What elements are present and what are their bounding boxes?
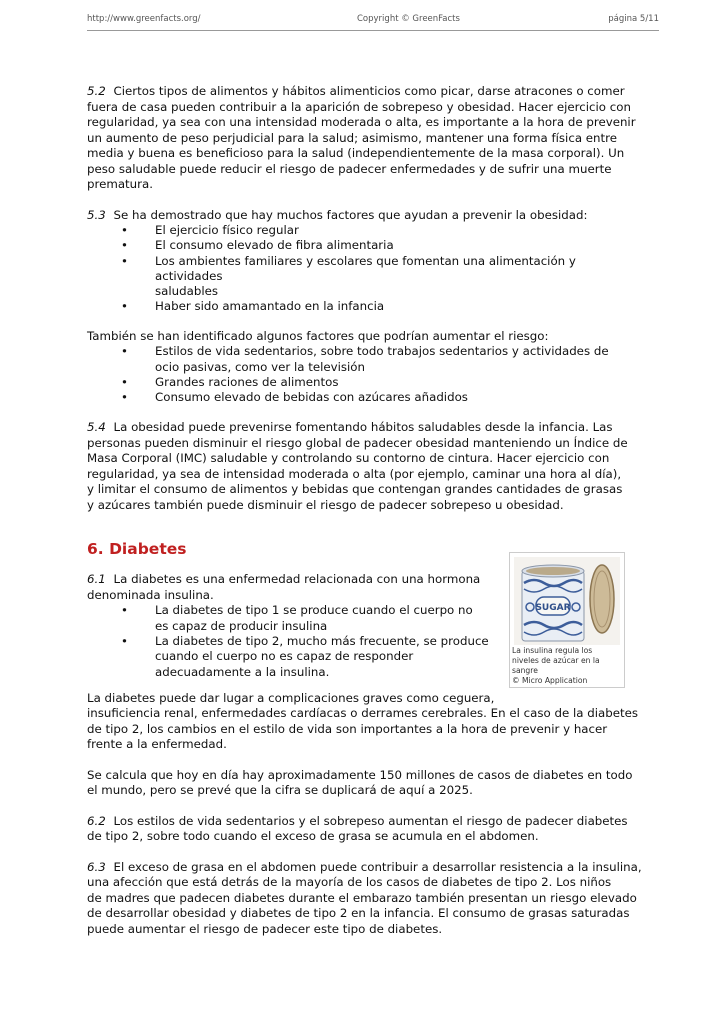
list-item: • La diabetes de tipo 1 se produce cuando el cuerpo no es capaz de producir insulina [121, 603, 473, 633]
paragraph-risk-intro: También se han identificado algunos factores que podrían aumentar el riesgo: [87, 328, 549, 343]
paragraph-6-3: 6.3 El exceso de grasa en el abdomen puede contribuir a desarrollar resistencia a la insulina, una afección que está detrás de la mayoría de los casos de diabetes de tipo 2. Los niños de madres que padecen diabetes durante el embarazo también presentan un riesgo elevado de desarrollar obesidad y diabetes de tipo 2 en la infancia. El consumo de grasas saturadas puede aumentar el riesgo de padecer este tipo de diabetes. [87, 859, 642, 936]
paragraph-5-4: 5.4 La obesidad puede prevenirse fomentando hábitos saludables desde la infancia. Las personas pueden disminuir el riesgo global de padecer obesidad manteniendo un Índice de Masa Corporal (IMC) saludable y controlando su contorno de cintura. Hacer ejercicio con regularidad, ya sea de intensidad moderada o alta (por ejemplo, caminar una hora al día), y limitar el consumo de alimentos y bebidas que contengan grandes cantidades de grasas y azúcares también puede disminuir el riesgo de padecer sobrepeso u obesidad. [87, 420, 628, 512]
list-item: • Grandes raciones de alimentos [121, 374, 339, 389]
header-copyright: Copyright © GreenFacts [357, 14, 460, 24]
risk-factors-list [87, 344, 647, 405]
list-item: • El consumo elevado de fibra alimentaria [121, 238, 394, 253]
section-number: 6.2 [87, 813, 106, 828]
protective-factors-list [87, 223, 647, 315]
list-item: • La diabetes de tipo 2, mucho más frecuente, se produce cuando el cuerpo no es capaz de responder adecuadamente a la insulina. [121, 634, 489, 679]
page-header [87, 12, 659, 31]
document-body [87, 84, 647, 937]
header-url: http://www.greenfacts.org/ [87, 14, 201, 24]
figure-caption: La insulina regula los niveles de azúcar en la sangre © Micro Application [512, 646, 600, 685]
paragraph-statistics: Se calcula que hoy en día hay aproximadamente 150 millones de casos de diabetes en todo el mundo, pero se prevé que la cifra se duplicará de aquí a 2025. [87, 767, 633, 798]
list-item: • Consumo elevado de bebidas con azúcares añadidos [121, 390, 468, 405]
section-number: 5.4 [87, 420, 106, 435]
list-item: • Estilos de vida sedentarios, sobre todo trabajos sedentarios y actividades de ocio pasivas, como ver la televisión [121, 344, 609, 374]
section-number: 5.3 [87, 207, 106, 222]
sugar-tin-figure [509, 552, 625, 688]
paragraph-6-1: 6.1 La diabetes es una enfermedad relacionada con una hormona denominada insulina. [87, 572, 481, 602]
section-heading-diabetes: 6. Diabetes [87, 540, 187, 559]
section-number: 6.3 [87, 859, 106, 874]
paragraph-6-2: 6.2 Los estilos de vida sedentarios y el sobrepeso aumentan el riesgo de padecer diabetes de tipo 2, sobre todo cuando el exceso de grasa se acumula en el abdomen. [87, 813, 628, 844]
sugar-label-text: SUGAR [535, 603, 571, 613]
paragraph-5-3-intro: 5.3 Se ha demostrado que hay muchos factores que ayudan a prevenir la obesidad: [87, 207, 588, 222]
section-number: 5.2 [87, 84, 106, 98]
sugar-tin-image [514, 557, 620, 645]
header-page-number: página 5/11 [608, 14, 659, 24]
paragraph-complications: La diabetes puede dar lugar a complicaciones graves como ceguera, insuficiencia renal, enfermedades cardíacas o derrames cerebrales. En el caso de la diabetes de tipo 2, los cambios en el estilo de vida son importantes a la hora de prevenir y hacer frente a la enfermedad. [87, 690, 638, 752]
paragraph-5-2: 5.2 Ciertos tipos de alimentos y hábitos alimenticios como picar, darse atracones o comer fuera de casa pueden contribuir a la aparición de sobrepeso y obesidad. Hacer ejercicio con regularidad, ya sea con una intensidad moderada o alta, es importante a la hora de prevenir un aumento de peso perjudicial para la salud; asimismo, mantener una forma física entre media y buena es beneficioso para la salud (independientemente de la masa corporal). Un peso saludable puede reducir el riesgo de padecer enfermedades y de sufrir una muerte prematura. [87, 84, 636, 191]
list-item: • Los ambientes familiares y escolares que fomentan una alimentación y actividades saludables [121, 253, 576, 299]
sugar-tin-illustration [514, 557, 620, 645]
list-item: • Haber sido amamantado en la infancia [121, 299, 385, 314]
list-item: • El ejercicio físico regular [121, 223, 299, 237]
section-number: 6.1 [87, 572, 106, 587]
